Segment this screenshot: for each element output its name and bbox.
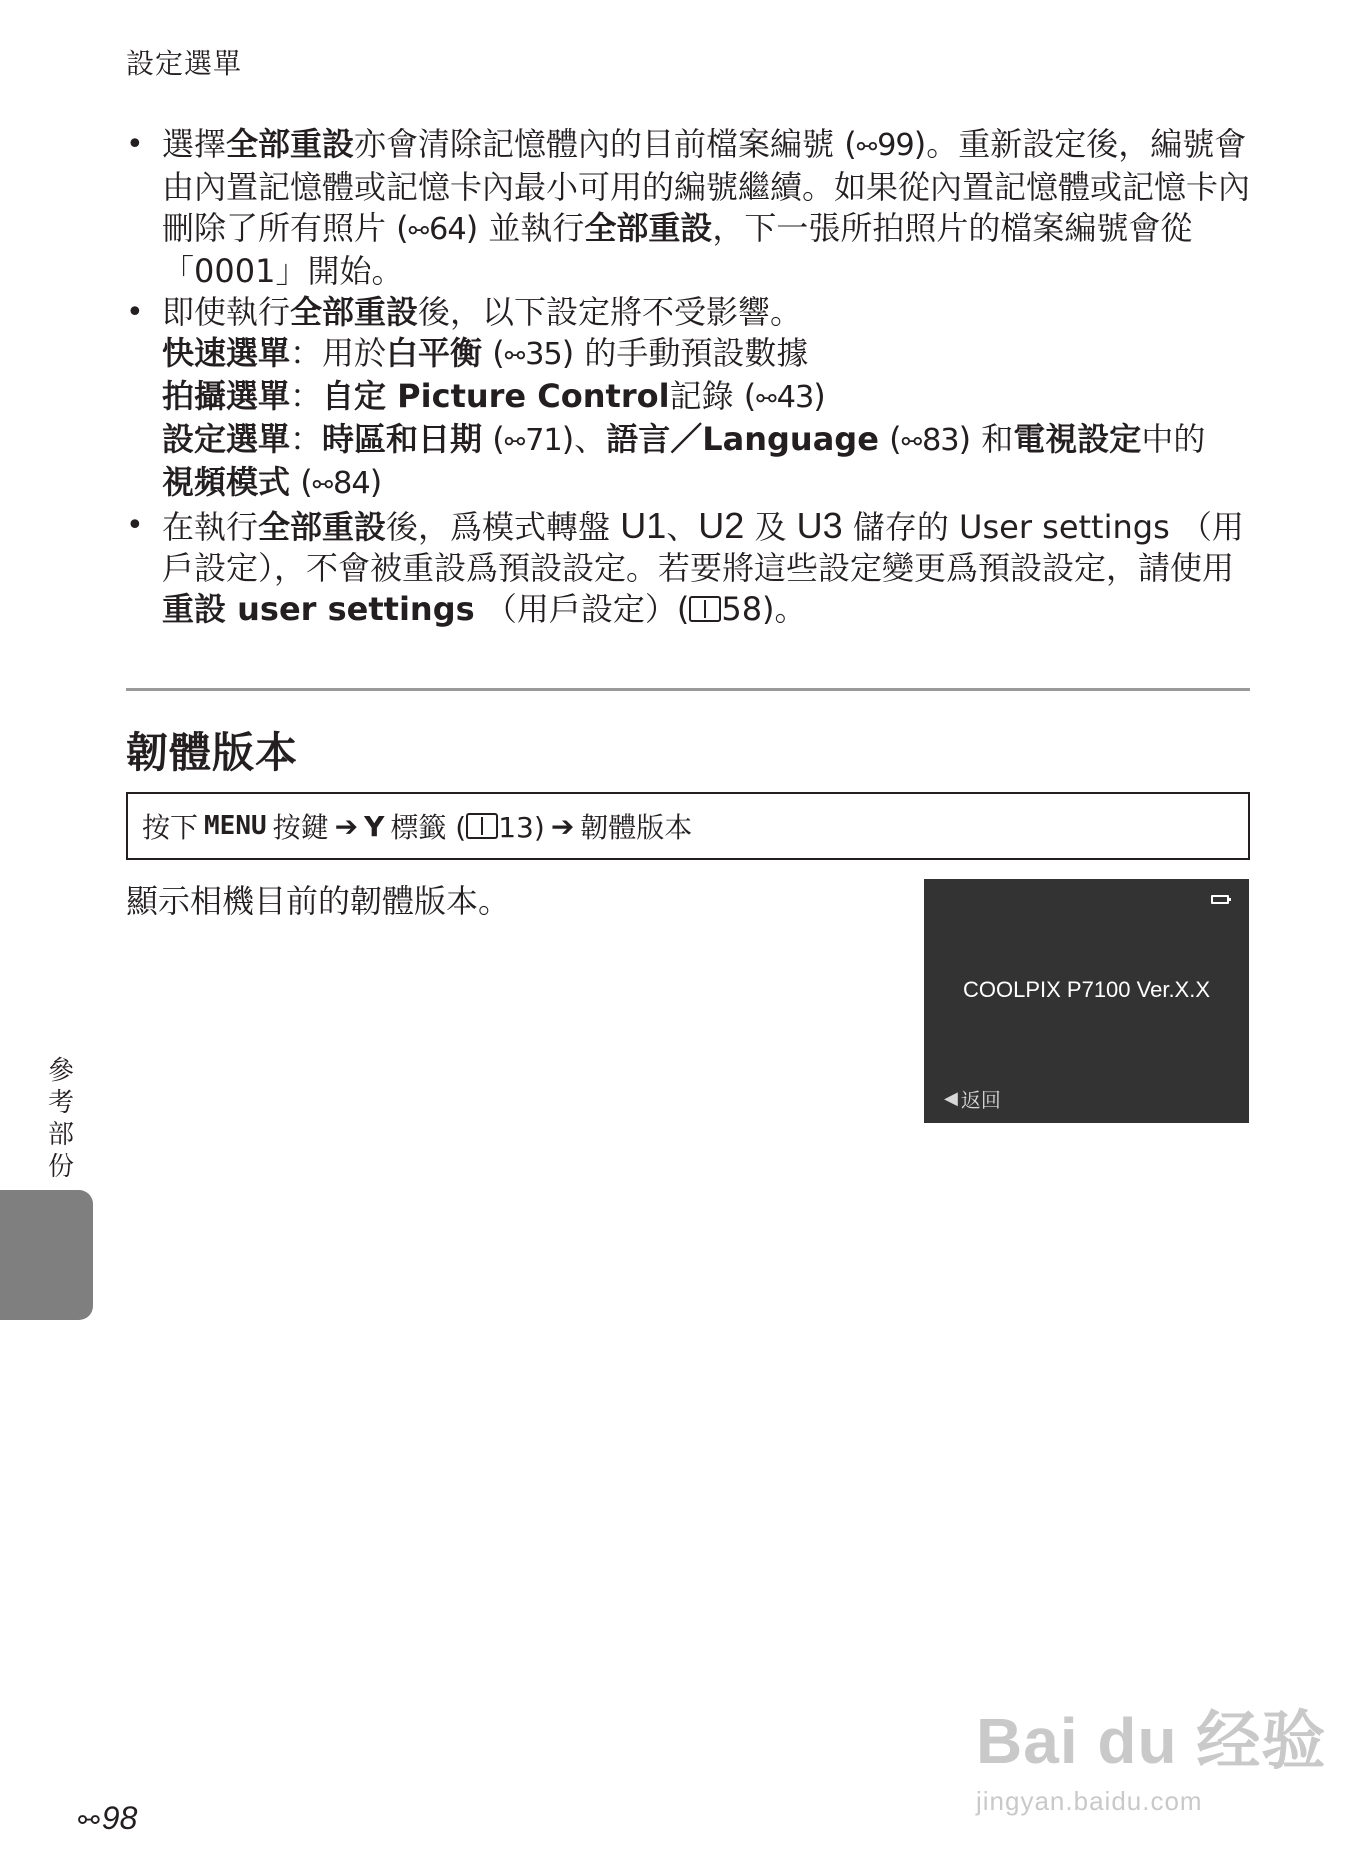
bullet-item-user-settings (126, 505, 1256, 630)
text: 即使執行 (162, 293, 291, 331)
text: ( (482, 334, 505, 372)
page-reference: ⚯ 84 (313, 463, 370, 505)
page-reference: ⚯ 71 (505, 420, 562, 462)
text: ( (290, 463, 313, 501)
text: ) 並執行 (465, 209, 585, 247)
page-reference: ⚯ 64 (409, 209, 466, 251)
term-shooting-menu: 拍攝選單 (162, 377, 291, 415)
term-custom-picture-control: 自定 Picture Control (322, 377, 670, 415)
text: 、 (666, 508, 699, 546)
text: （用戶設定）( (474, 590, 690, 628)
text: 記錄 ( (669, 377, 757, 415)
watermark-logo-text: Bai du 经验 (976, 1705, 1327, 1777)
text: 選擇 (162, 125, 227, 163)
mode-u1: U1 (620, 505, 667, 546)
term-reset-all: 全部重設 (584, 209, 713, 247)
page-reference: 13 (498, 811, 534, 844)
description: 顯示相機目前的韌體版本。 (126, 882, 511, 920)
battery-icon (1211, 895, 1229, 904)
text: ( (482, 420, 505, 458)
text: 按下 (142, 811, 199, 844)
text: ：用於 (290, 334, 387, 372)
menu-target: 韌體版本 (580, 811, 693, 844)
text: ，下一張所拍照片的檔案編號會從 「0001」開始。 (162, 209, 1193, 290)
mode-u3: U3 (796, 505, 843, 546)
watermark-url: jingyan.baidu.com (976, 1786, 1203, 1816)
text: ) 的手動預設數據 (561, 334, 809, 372)
back-label: 返回 (960, 1090, 1001, 1112)
text: )。重新設定後，編號會由內置記憶體或記憶卡內最小可用的編號繼續。如果從內置記憶體或記憶卡內刪除了所有照片 ( (162, 125, 1251, 247)
running-header: 設定選單 (126, 47, 243, 80)
bullet-item-reset-file-number (126, 124, 1256, 292)
section-title: 韌體版本 (126, 728, 299, 777)
text: ： (290, 420, 323, 458)
term-white-balance: 白平衡 (386, 334, 483, 372)
arrow-right-icon: ➔ (334, 809, 359, 843)
page-reference: ⚯ 35 (505, 334, 562, 376)
sidebar-tab-label: 參考部份 (47, 1056, 74, 1182)
text: 按鍵 (272, 811, 329, 844)
text: ( (878, 420, 902, 458)
page-reference: ⚯ 99 (857, 125, 914, 167)
camera-screen (924, 879, 1249, 1123)
text: 在執行 (162, 508, 259, 546)
term-setup-menu: 設定選單 (162, 420, 291, 458)
text: )、 (561, 420, 607, 458)
term-video-mode: 視頻模式 (162, 463, 291, 501)
section-divider (126, 688, 1250, 691)
firmware-version-text: COOLPIX P7100 Ver.X.X (962, 977, 1211, 1002)
text: 後，以下設定將不受影響。 (418, 293, 803, 331)
text: )。 (762, 590, 807, 628)
text: 儲存的 User settings （用戶設定），不會被重設爲預設設定。若要將這些設定變更爲預設設定，請使用 (162, 508, 1244, 587)
text: ) 和 (958, 420, 1014, 458)
sidebar-tab (0, 1190, 93, 1320)
text: ： (290, 377, 323, 415)
text: 及 (744, 508, 797, 546)
bullet-list (126, 124, 1256, 630)
back-arrow-icon: ◀ (944, 1088, 958, 1108)
text: 中的 (1141, 420, 1206, 458)
text: 後，爲模式轉盤 (386, 508, 621, 546)
text: 標籤 ( (390, 811, 467, 844)
term-reset-all: 全部重設 (290, 293, 419, 331)
arrow-right-icon: ➔ (550, 809, 575, 843)
term-reset-all: 全部重設 (226, 125, 355, 163)
back-hint (944, 1084, 1001, 1113)
page-reference: ⚯ 43 (756, 377, 813, 419)
text: ) (813, 377, 826, 415)
term-quick-menu: 快速選單 (162, 334, 291, 372)
text: 亦會清除記憶體內的目前檔案編號 ( (354, 125, 857, 163)
menu-button-label: MENU (204, 811, 267, 841)
text: ) (369, 463, 383, 501)
page-number: ⚯ 98 (78, 1800, 137, 1837)
text: ) (533, 811, 545, 844)
bullet-item-unaffected-settings (126, 292, 1256, 505)
mode-u2: U2 (698, 505, 745, 546)
term-reset-user-settings: 重設 user settings (162, 590, 475, 628)
menu-path-box (126, 792, 1250, 860)
watermark (976, 1690, 1326, 1817)
page-reference: 58 (721, 590, 763, 628)
term-reset-all: 全部重設 (258, 508, 387, 546)
book-icon (689, 596, 721, 622)
book-icon (466, 813, 498, 839)
term-tv-settings: 電視設定 (1013, 420, 1142, 458)
term-time-zone-date: 時區和日期 (322, 420, 483, 458)
wrench-icon: Y (364, 809, 385, 843)
page-reference: ⚯ 83 (902, 420, 959, 462)
term-language: 語言／Language (606, 420, 879, 458)
